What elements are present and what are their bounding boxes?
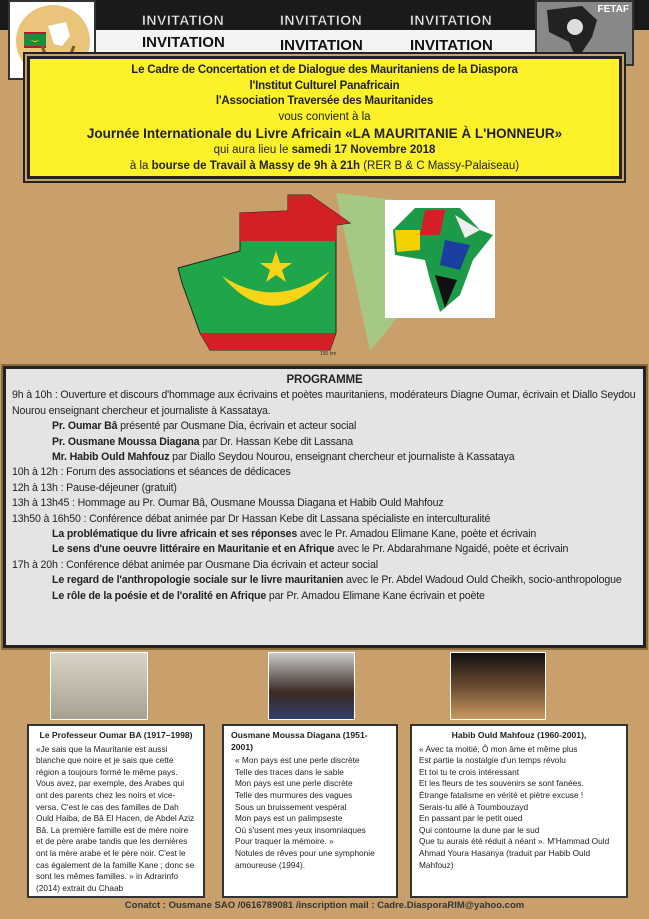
organizer: Le Cadre de Concertation et de Dialogue des Mauritaniens de la Diaspora <box>131 64 518 76</box>
place-prefix: à la <box>129 159 152 172</box>
programme-title: PROGRAMME <box>286 374 363 386</box>
programme-item <box>12 542 637 557</box>
fetaf-label: FETAF <box>597 4 629 15</box>
programme-item-title: Le rôle de la poésie et de l'oralité en Afrique <box>52 589 267 602</box>
programme-list <box>12 388 637 604</box>
programme-item <box>12 465 637 480</box>
event-place <box>30 159 619 175</box>
quote-card <box>27 724 205 898</box>
programme-item <box>12 450 637 465</box>
programme-item-text: 13h à 13h45 : Hommage au Pr. Oumar Bâ, Ousmane Moussa Diagana et Habib Ould Mahfouz <box>12 497 444 510</box>
programme-item <box>12 573 637 588</box>
invitation-heading: INVITATION <box>410 37 493 54</box>
programme-item-title: Mr. Habib Ould Mahfouz <box>52 451 170 464</box>
invitation-outline: INVITATION <box>280 12 363 28</box>
programme-item-text: 17h à 20h : Conférence débat animée par Ousmane Dia écrivain et acteur social <box>12 558 378 571</box>
programme-item-text: avec le Pr. Abdel Wadoud Ould Cheikh, socio-anthropologue <box>343 574 622 587</box>
programme-item-text: par Dr. Hassan Kebe dit Lassana <box>199 435 354 448</box>
photo-oumar-ba <box>50 652 148 720</box>
programme-item-title: La problématique du livre africain et ses réponses <box>52 528 298 541</box>
date-prefix: qui aura lieu le <box>213 144 292 156</box>
programme-item <box>12 589 637 604</box>
programme-item <box>12 527 637 542</box>
quote-body: «Je sais que la Mauritanie est aussi blanche que noire et je sais que cette région a toujours formé le même pays. Vous avez, par exemple, des Arabes qui ont des parents chez les noirs et vice-versa. C'est le cas des familles de Dah Ould Haiba, de Bâ El Hacen, de Abdel Aziz Bâ. La première famille est de mère noire et de père arabe tandis que les dernières ont la mère arabe et le père noir. C'est le cas également de la famille Kane ; donc se sont les mêmes familles. » in Adrarinfo (2014) extrait du Chaab <box>36 743 195 893</box>
invitation-heading: INVITATION <box>280 37 363 54</box>
programme-item-title: Pr. Ousmane Moussa Diagana <box>52 435 200 448</box>
programme-item-title: Pr. Oumar Bâ <box>52 420 118 433</box>
invitation-outline: INVITATION <box>142 12 225 28</box>
event-date <box>30 143 619 159</box>
africa-map-icon <box>385 200 495 318</box>
place-suffix: (RER B & C Massy-Palaiseau) <box>360 159 520 172</box>
programme-item <box>12 512 637 527</box>
contact-info: Conatct : Ousmane SAO /0616789081 /inscription mail : Cadre.DiasporaRIM@yahoo.com <box>124 900 525 911</box>
programme-item <box>12 435 637 450</box>
organizer: l'Association Traversée des Mauritanides <box>215 95 434 107</box>
quote-body: « Avec ta moitié, Ô mon âme et même plus Est partie la nostalgie d'un temps révolu Et toi tu te crois intéressant Et les fleurs de tes souvenirs se sont fanées. Étrange fatalisme en vérité et piètre excuse ! Serais-tu allé à Toumbouzayd En passant par le petit oued Qui contourne la dune par le sud Que tu aurais été réduit à néant ». M'Hammad Ould Ahmad Youra Hasanya (traduit par Habib Ould Mahfouz) <box>419 743 610 870</box>
quote-card <box>410 724 628 898</box>
quote-title: Ousmane Moussa Diagana (1951-2001) <box>231 730 368 752</box>
photo-ousmane-diagana <box>268 652 355 720</box>
africa-flags-map <box>385 200 495 318</box>
programme-item-text: 9h à 10h : Ouverture et discours d'hommage aux écrivains et poètes mauritaniens, modérateurs Diagne Oumar, écrivain et Diallo Seydou Nourou enseignant chercheur et journaliste à Kassataya. <box>12 389 636 417</box>
map-scale: 150 km <box>320 351 337 357</box>
programme-item <box>12 419 637 434</box>
programme-item-text: 10h à 12h : Forum des associations et séances de dédicaces <box>12 466 291 479</box>
programme-item-text: présenté par Ousmane Dia, écrivain et acteur social <box>117 420 357 433</box>
programme-box <box>3 366 646 648</box>
programme-item-text: 13h50 à 16h50 : Conférence débat animée par Dr Hassan Kebe dit Lassana spécialiste en interculturalité <box>12 512 491 525</box>
quote-title: Habib Ould Mahfouz (1960-2001), <box>451 730 587 740</box>
programme-item-text: avec le Pr. Abdarahmane Ngaidé, poète et écrivain <box>334 543 569 556</box>
invitation-box <box>27 56 622 179</box>
programme-item-title: Le regard de l'anthropologie sociale sur le livre mauritanien <box>52 574 344 587</box>
quote-title: Le Professeur Oumar BA (1917–1998) <box>39 730 193 740</box>
quote-card <box>222 724 398 898</box>
place: bourse de Travail à Massy de 9h à 21h <box>151 159 360 172</box>
programme-item-text: par Pr. Amadou Elimane Kane écrivain et poète <box>266 589 485 602</box>
programme-item <box>12 481 637 496</box>
programme-item-title: Le sens d'une oeuvre littéraire en Mauritanie et en Afrique <box>52 543 335 556</box>
programme-item <box>12 388 637 419</box>
programme-item-text: 12h à 13h : Pause-déjeuner (gratuit) <box>12 481 177 494</box>
programme-item <box>12 496 637 511</box>
date: samedi 17 Novembre 2018 <box>291 144 436 156</box>
programme-item <box>12 558 637 573</box>
convene-text: vous convient à la <box>278 110 371 123</box>
programme-item-text: avec le Pr. Amadou Elimane Kane, poète et écrivain <box>297 528 537 541</box>
quote-body: « Mon pays est une perle discrète Telle des traces dans le sable Mon pays est une perle discrète Telle des murmures des vagues Sous un bruissement vespéral Mon pays est un palimpseste Où s'usent mes yeux insomniaques Pour traquer la mémoire. » Notules de rêves pour une symphonie amoureuse (1994). <box>235 755 375 870</box>
programme-item-text: par Diallo Seydou Nourou, enseignant chercheur et journaliste à Kassataya <box>169 451 515 464</box>
organizer: l'Institut Culturel Panafricain <box>249 79 400 92</box>
africa-silhouette-icon <box>537 2 607 64</box>
event-title: Journée Internationale du Livre Africain «LA MAURITANIE À L'HONNEUR» <box>86 126 563 141</box>
invitation-heading: INVITATION <box>142 34 225 51</box>
photo-habib-mahfouz <box>450 652 546 720</box>
invitation-outline: INVITATION <box>410 12 493 28</box>
